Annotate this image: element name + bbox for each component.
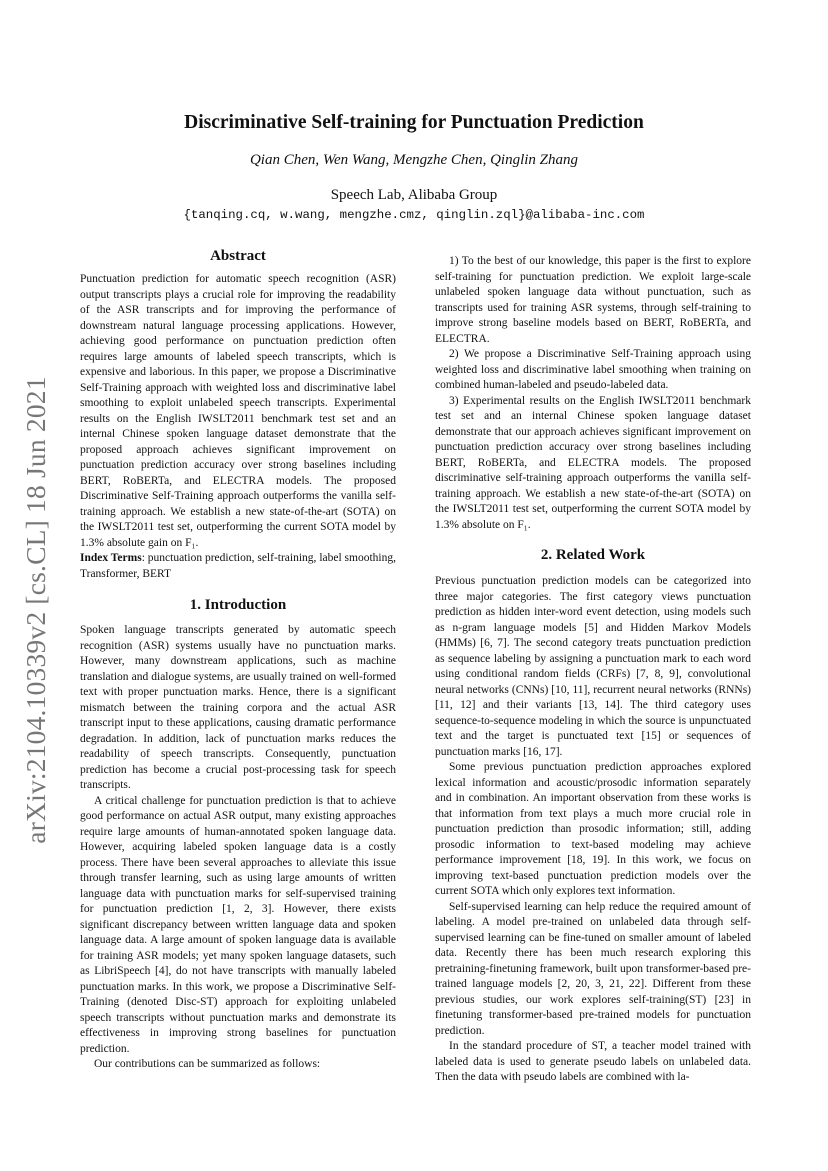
related-work-paragraph: Some previous punctuation prediction approaches explored lexical information and acoustic/prosodic information separately and in combination. An important observation from these works is that information from text plays a much more crucial role in punctuation prediction than prosodic information; still, adding prosodic information to text-based modeling may achieve performance improvement [18, 19]. In this work, we focus on improving text-based punctuation prediction models over the current SOTA which only explores text information. xyxy=(435,761,751,897)
intro-paragraph: A critical challenge for punctuation prediction is that to achieve good performance on actual ASR output, many existing approaches require large amounts of human-annotated spoken language data. However, acquiring labeled spoken language data is a costly process. There have been several approaches to alleviate this issue through transfer learning, such as using large amounts of written language data with punctuation marks for self-supervised training for punctuation prediction [1, 2, 3]. However, there exists significant discrepancy between written language data and spoken language data. A large amount of spoken language data is available for training ASR models; yet many spoken language datasets, such as LibriSpeech [4], do not have transcripts with manually labeled punctuation marks. In this work, we propose a Discriminative Self-Training (denoted Disc-ST) approach for exploiting unlabeled speech transcripts without punctuation marks and demonstrate its effectiveness in improving strong baselines for punctuation prediction. xyxy=(80,794,396,1055)
contribution-item: 1) To the best of our knowledge, this paper is the first to explore self-training for punctuation prediction. We exploit large-scale unlabeled spoken language data without punctuation, such as transcripts used for training ASR systems, through self-training to improve strong baseline models based on BERT, RoBERTa, and ELECTRA. xyxy=(435,255,751,345)
related-work-paragraph: Previous punctuation prediction models can be categorized into three major categories. The first category views punctuation prediction as hidden inter-word event detection, using models such as n-gram language models [5] and Hidden Markov Models (HMMs) [6, 7]. The second category treats punctuation prediction as sequence labeling by assigning a punctuation mark to each word using conditional random fields (CRFs) [7, 8, 9], convolutional neural networks (CNNs) [10, 11], recurrent neural networks (RNNs) [11, 12] and their variants [13, 14]. The third category uses sequence-to-sequence modeling in which the source is unpunctuated text and the target is punctuated text [15] or sequences of punctuation marks [16, 17]. xyxy=(435,575,751,758)
right-column xyxy=(435,254,751,1086)
left-column xyxy=(80,246,396,1073)
abstract-heading: Abstract xyxy=(210,248,266,264)
abstract-text: Punctuation prediction for automatic speech recognition (ASR) output transcripts plays a crucial role for improving the readability of the ASR transcripts and for improving the performance of downstream natural language processing applications. However, achieving good performance on punctuation prediction often requires large amounts of labeled speech transcripts, which is expensive and laborious. In this paper, we propose a Discriminative Self-Training approach with weighted loss and discriminative label smoothing to exploit unlabeled speech transcripts. Experimental results on the English IWSLT2011 benchmark test set and an internal Chinese spoken language dataset demonstrate that the proposed approach achieves significant improvement on punctuation prediction accuracy over strong baselines including BERT, RoBERTa, and ELECTRA models. The proposed Discriminative Self-Training approach outperforms the vanilla self-training approach. We establish a new state-of-the-art (SOTA) on the IWSLT2011 test set, outperforming the current SOTA model by 1.3% absolute gain on F₁. xyxy=(80,273,396,549)
index-terms xyxy=(80,551,396,582)
author-emails[interactable]: {tanqing.cq, w.wang, mengzhe.cmz, qinglin.zql}@alibaba-inc.com xyxy=(183,208,645,222)
index-terms-label: Index Terms xyxy=(80,552,142,564)
index-terms-text: : punctuation prediction, self-training, label smoothing, Transformer, BERT xyxy=(80,552,396,580)
arxiv-sidebar xyxy=(16,370,56,850)
contribution-item: 2) We propose a Discriminative Self-Training approach using weighted loss and discriminative label smoothing when training on combined human-labeled and pseudo-labeled data. xyxy=(435,348,751,391)
affiliation: Speech Lab, Alibaba Group xyxy=(330,187,498,203)
contribution-item: 3) Experimental results on the English IWSLT2011 benchmark test set and an internal Chinese spoken language dataset demonstrate that our approach achieves significant improvement on punctuation prediction accuracy over strong baselines including BERT, RoBERTa, and ELECTRA models. The proposed discriminative self-training approach outperforms the vanilla self-training approach. We establish a new state-of-the-art (SOTA) on the IWSLT2011 test set, outperforming the current SOTA model by 1.3% absolute on F₁. xyxy=(435,394,751,531)
arxiv-identifier[interactable]: arXiv:2104.10339v2 [cs.CL] 18 Jun 2021 xyxy=(20,376,51,844)
related-work-paragraph: In the standard procedure of ST, a teacher model trained with labeled data is used to generate pseudo labels on unlabeled data. Then the data with pseudo labels are combined with la- xyxy=(435,1040,751,1083)
related-work-heading: 2. Related Work xyxy=(540,547,646,563)
introduction-heading: 1. Introduction xyxy=(189,597,287,613)
paper-title: Discriminative Self-training for Punctuation Prediction xyxy=(184,112,644,133)
intro-paragraph: Spoken language transcripts generated by automatic speech recognition (ASR) systems usually have no punctuation marks. However, many downstream applications, such as machine translation and dialogue systems, are usually trained on well-formed text with proper punctuation marks. Hence, there is a significant mismatch between the training corpora and the actual ASR transcript input to these applications, causing dramatic performance degradation. In addition, lack of punctuation marks reduces the readability of speech transcripts. Consequently, punctuation prediction has become a crucial post-processing task for speech transcripts. xyxy=(80,624,396,791)
author-list: Qian Chen, Wen Wang, Mengzhe Chen, Qinglin Zhang xyxy=(249,152,579,168)
intro-paragraph: Our contributions can be summarized as follows: xyxy=(94,1058,321,1070)
related-work-paragraph: Self-supervised learning can help reduce the required amount of labeling. A model pre-trained on unlabeled data through self-supervised learning can be fine-tuned on smaller amount of labeled data. Recently there has been much research exploring this pretraining-finetuning framework, built upon transformer-based pre-trained language models [2, 20, 3, 21, 22]. Different from these previous studies, our work explores self-training(ST) [23] in finetuning transformer-based pre-trained models for punctuation prediction. xyxy=(435,900,751,1037)
